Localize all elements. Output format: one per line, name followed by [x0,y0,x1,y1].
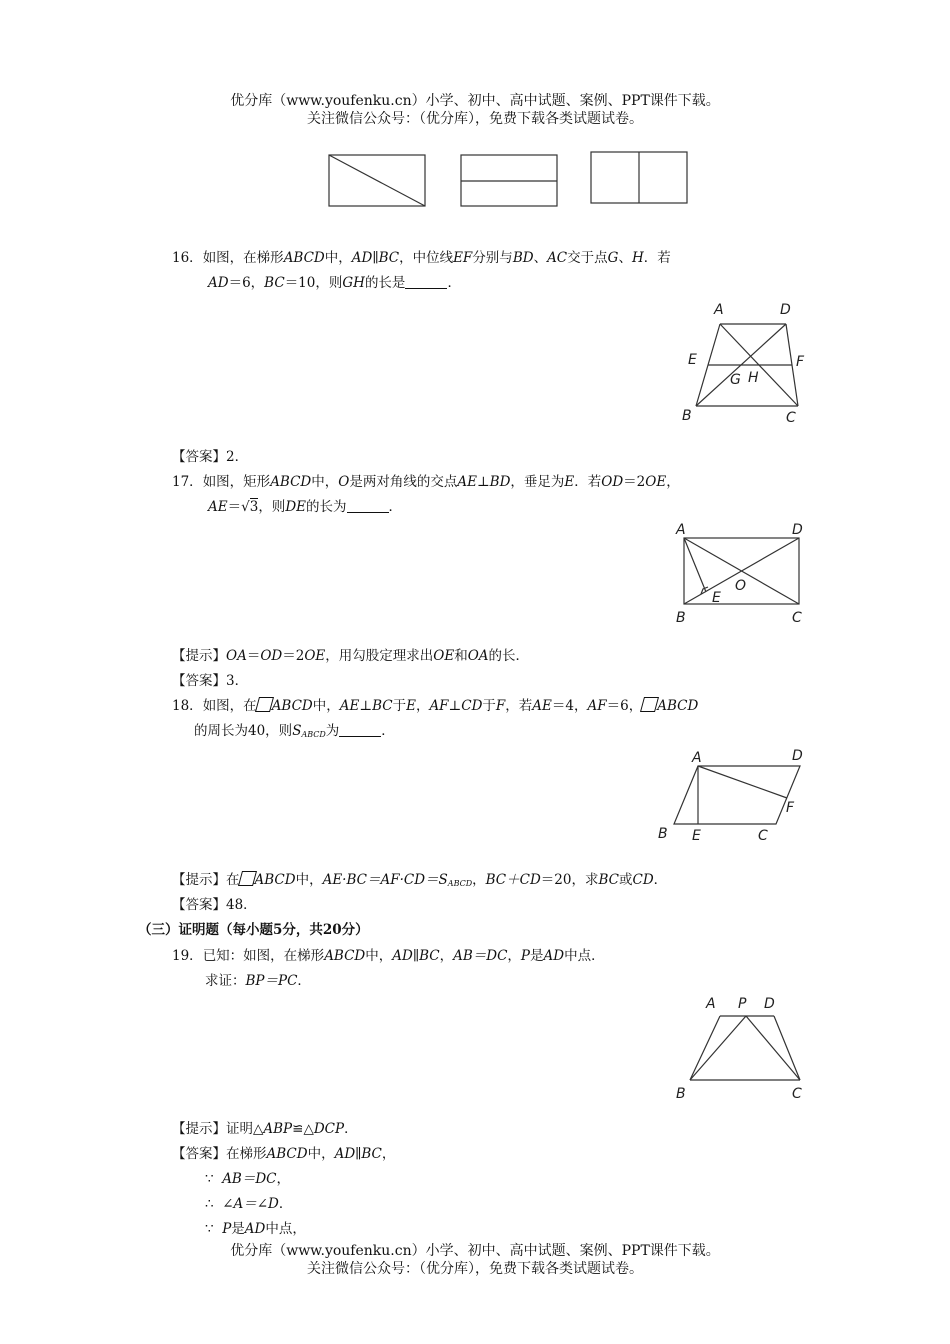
q19-hint: 【提示】证明△ABP≌△DCP． [172,1121,358,1137]
footer-line-1: 优分库（www.youfenku.cn）小学、初中、高中试题、案例、PPT课件下载。 [230,1243,720,1259]
header-line-2: 关注微信公众号：（优分库），免费下载各类试题试卷。 [307,111,643,127]
q18-label-a: A [692,750,702,766]
q16-label-a: A [714,302,724,318]
q19-answer-line-4: ∵ P是AD中点， [205,1221,306,1237]
q17-label-a: A [676,522,686,538]
header-line-1: 优分库（www.youfenku.cn）小学、初中、高中试题、案例、PPT课件下载。 [230,93,720,109]
rect-diagonal-line [329,155,425,206]
q19-label-p: P [738,996,747,1012]
q18-label-d: D [792,748,803,764]
q17-label-c: C [792,610,802,626]
top-figures [0,0,950,220]
q16-label-d: D [780,302,791,318]
q18-label-b: B [658,826,668,842]
q19-answer-line-2: ∵ AB＝DC， [205,1171,291,1187]
footer-line-2: 关注微信公众号：（优分库），免费下载各类试题试卷。 [307,1261,643,1277]
q19-prove: 求证：BP＝PC． [205,973,311,989]
q17-hint: 【提示】OA＝OD＝2OE，用勾股定理求出OE和OA的长． [172,648,530,664]
q17-figure [672,520,812,632]
q16-label-f: F [796,354,805,370]
q16-label-e: E [688,352,697,368]
q16-answer: 【答案】2． [172,449,249,465]
q18-line-1: 18．如图，在 ABCD中，AE⊥BC于E，AF⊥CD于F，若AE＝4，AF＝6， ABCD [172,698,699,714]
q19-label-c: C [792,1086,802,1102]
q19-line-1: 19．已知：如图，在梯形ABCD中，AD∥BC，AB＝DC，P是AD中点． [172,948,605,964]
q18-line-2: 的周长为40，则$S_{ABCD}$为 ． [194,723,395,739]
q16-line-1: 16．如图，在梯形ABCD中，AD∥BC，中位线EF分别与BD、AC交于点G、H．若 [172,250,671,266]
q16-figure [678,296,818,428]
q17-answer: 【答案】3． [172,673,249,689]
q16-label-h: H [748,370,759,386]
q18-label-e: E [692,828,701,844]
q19-answer-line-1: 【答案】在梯形ABCD中，AD∥BC， [172,1146,396,1162]
q16-label-g: G [730,372,741,388]
answer-blank [405,276,447,289]
q17-label-o: O [735,578,747,594]
q16-line-2: AD＝6，BC＝10，则GH的长是 ． [208,275,461,291]
section-3-title: （三）证明题（每小题5分，共20分） [138,922,369,938]
q19-answer-line-3: ∴ ∠A＝∠D． [205,1196,293,1212]
q18-label-c: C [758,828,768,844]
q17-label-b: B [676,610,686,626]
q17-label-d: D [792,522,803,538]
answer-blank [347,500,389,513]
q16-label-c: C [786,410,796,426]
q17-line-1: 17．如图，矩形ABCD中，O是两对角线的交点AE⊥BD，垂足为E．若OD＝2OE， [172,474,680,490]
q16-label-b: B [682,408,692,424]
q17-line-2: AE＝√3，则DE的长为 ． [208,499,402,515]
sqrt-symbol: √3 [241,499,259,515]
q19-label-d: D [764,996,775,1012]
q19-figure [672,992,812,1104]
answer-blank [339,724,381,737]
q18-label-f: F [786,800,795,816]
q17-label-e: E [712,590,721,606]
q19-label-b: B [676,1086,686,1102]
q19-label-a: A [706,996,716,1012]
q18-hint: 【提示】在 ABCD中，$AE\cdot BC=AF\cdot CD=S_{ABCD}$，BC＋CD＝20，求BC或CD． [172,872,668,888]
q18-figure [652,742,812,846]
q18-answer: 【答案】48． [172,897,257,913]
